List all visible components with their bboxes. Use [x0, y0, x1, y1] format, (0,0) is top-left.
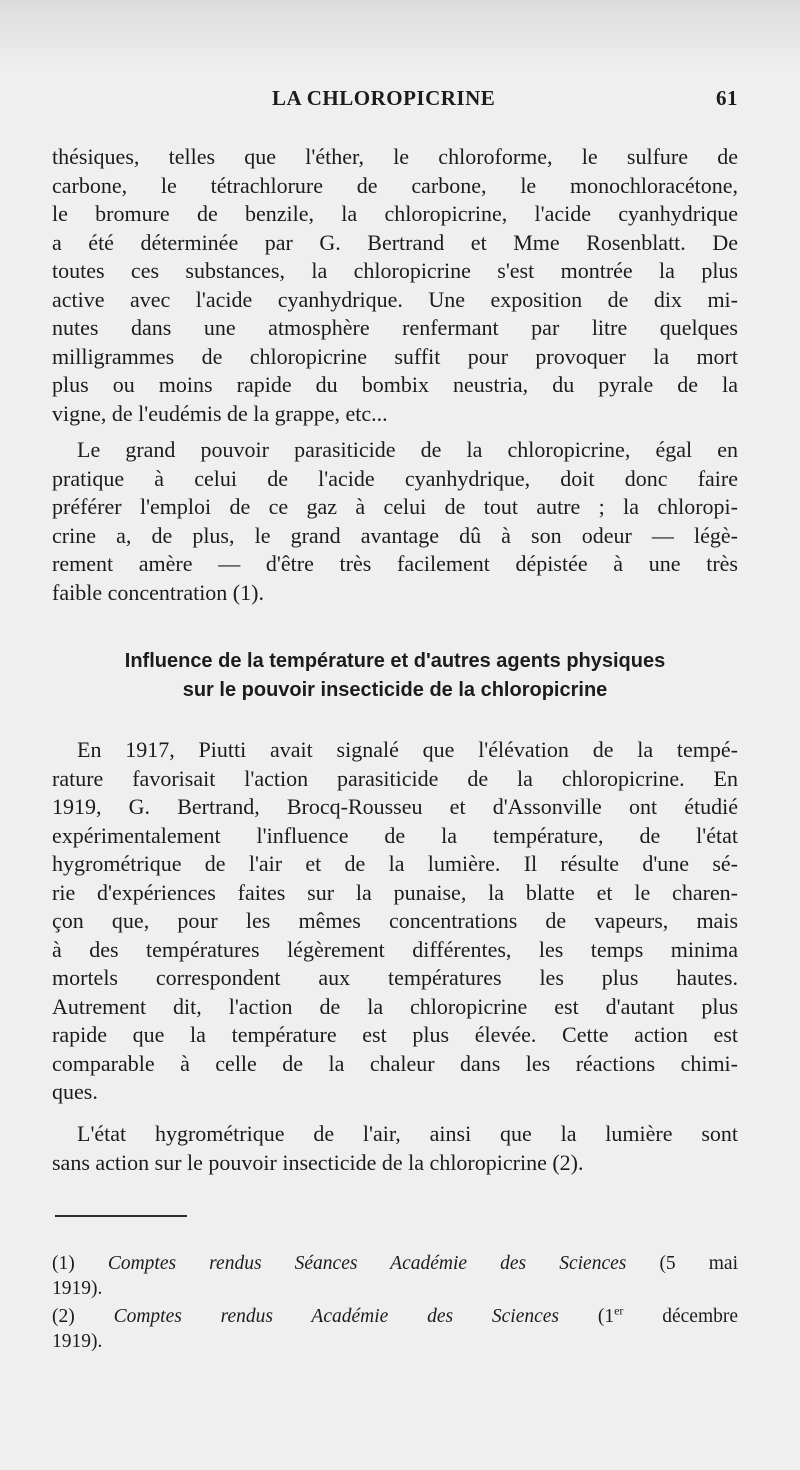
text-line: thésiques, telles que l'éther, le chloroforme, le sulfure de — [52, 144, 738, 169]
text-line: rement amère — d'être très facilement dépistée à une très — [52, 551, 738, 576]
text-line: 1919, G. Bertrand, Brocq-Rousseu et d'Assonville ont étudié — [52, 794, 738, 819]
text-line: pratique à celui de l'acide cyanhydrique, doit donc faire — [52, 465, 738, 491]
footnote-number: (1) — [52, 1253, 75, 1274]
text-line: sans action sur le pouvoir insecticide de la chloropicrine (2). — [52, 1149, 584, 1175]
footnote-line — [52, 1251, 738, 1276]
text-line: Autrement dit, l'action de la chloropicrine est d'autant plus — [52, 993, 738, 1019]
text-line: nutes dans une atmosphère renfermant par litre quelques — [52, 315, 738, 340]
footnote-date — [598, 1306, 738, 1327]
text-line: vigne, de l'eudémis de la grappe, etc... — [52, 400, 388, 426]
footnote-line: 1919). — [52, 1278, 103, 1299]
text-line: L'état hygrométrique de l'air, ainsi que la lumière sont — [77, 1121, 738, 1146]
footnote-line: 1919). — [52, 1331, 103, 1352]
text-line: crine a, de plus, le grand avantage dû à son odeur — légè- — [52, 522, 738, 548]
section-heading — [52, 647, 738, 705]
text-line: rature favorisait l'action parasiticide de la chloropicrine. En — [52, 765, 738, 791]
paragraph-parasiticide — [52, 436, 738, 607]
footnote-source: Comptes rendus Séances Académie des Sciences — [107, 1253, 627, 1274]
text-line: active avec l'acide cyanhydrique. Une exposition de dix mi- — [52, 286, 738, 312]
footnote-date-prefix: (1 — [597, 1306, 615, 1327]
footnote-2 — [52, 1304, 738, 1354]
text-line: toutes ces substances, la chloropicrine s'est montrée la plus — [52, 258, 738, 283]
text-line: le bromure de benzile, la chloropicrine, l'acide cyanhydrique — [52, 201, 738, 226]
text-line: rie d'expériences faites sur la punaise, la blatte et le charen- — [52, 879, 738, 905]
footnote-source: Comptes rendus Académie des Sciences — [113, 1306, 560, 1327]
footnote-number: (2) — [52, 1306, 75, 1327]
text-line: comparable à celle de la chaleur dans les réactions chimi- — [52, 1050, 738, 1076]
footnote-divider — [55, 1215, 187, 1217]
text-line: préférer l'emploi de ce gaz à celui de tout autre ; la chloropi- — [52, 494, 738, 519]
text-line: hygrométrique de l'air et de la lumière. Il résulte d'une sé- — [52, 851, 738, 876]
text-line: En 1917, Piutti avait signalé que l'élévation de la tempé- — [77, 737, 738, 762]
text-line: milligrammes de chloropicrine suffit pour provoquer la mort — [52, 343, 738, 369]
paragraph-hygrometry — [52, 1120, 738, 1177]
text-line: a été déterminée par G. Bertrand et Mme Rosenblatt. De — [52, 229, 738, 255]
footnote-date-month: décembre — [623, 1306, 738, 1327]
heading-line: sur le pouvoir insecticide de la chloropicrine — [182, 679, 608, 701]
footnote-date: (5 mai — [659, 1253, 738, 1274]
scan-shading — [0, 0, 800, 70]
text-line: plus ou moins rapide du bombix neustria, du pyrale de la — [52, 372, 738, 397]
text-line: Le grand pouvoir parasiticide de la chloropicrine, égal en — [77, 437, 738, 462]
footnote-1 — [52, 1251, 738, 1301]
text-line: ques. — [52, 1079, 98, 1104]
running-title: LA CHLOROPICRINE — [272, 86, 496, 110]
footnote-date-superscript: er — [614, 1304, 624, 1318]
paragraph-continued — [52, 143, 738, 428]
text-line: carbone, le tétrachlorure de carbone, le monochloracétone, — [52, 172, 738, 198]
running-head — [52, 86, 738, 116]
text-line: çon que, pour les mêmes concentrations de vapeurs, mais — [52, 908, 738, 933]
text-line: mortels correspondent aux températures les plus hautes. — [52, 965, 738, 990]
text-line: rapide que la température est plus élevée. Cette action est — [52, 1022, 738, 1047]
heading-line: Influence de la température et d'autres agents physiques — [124, 650, 666, 672]
text-line: faible concentration (1). — [52, 579, 264, 605]
text-line: à des températures légèrement différentes, les temps minima — [52, 936, 738, 962]
footnote-line — [52, 1304, 738, 1329]
text-line: expérimentalement l'influence de la température, de l'état — [52, 822, 738, 848]
page-number: 61 — [716, 86, 738, 110]
paragraph-temperature — [52, 736, 738, 1107]
